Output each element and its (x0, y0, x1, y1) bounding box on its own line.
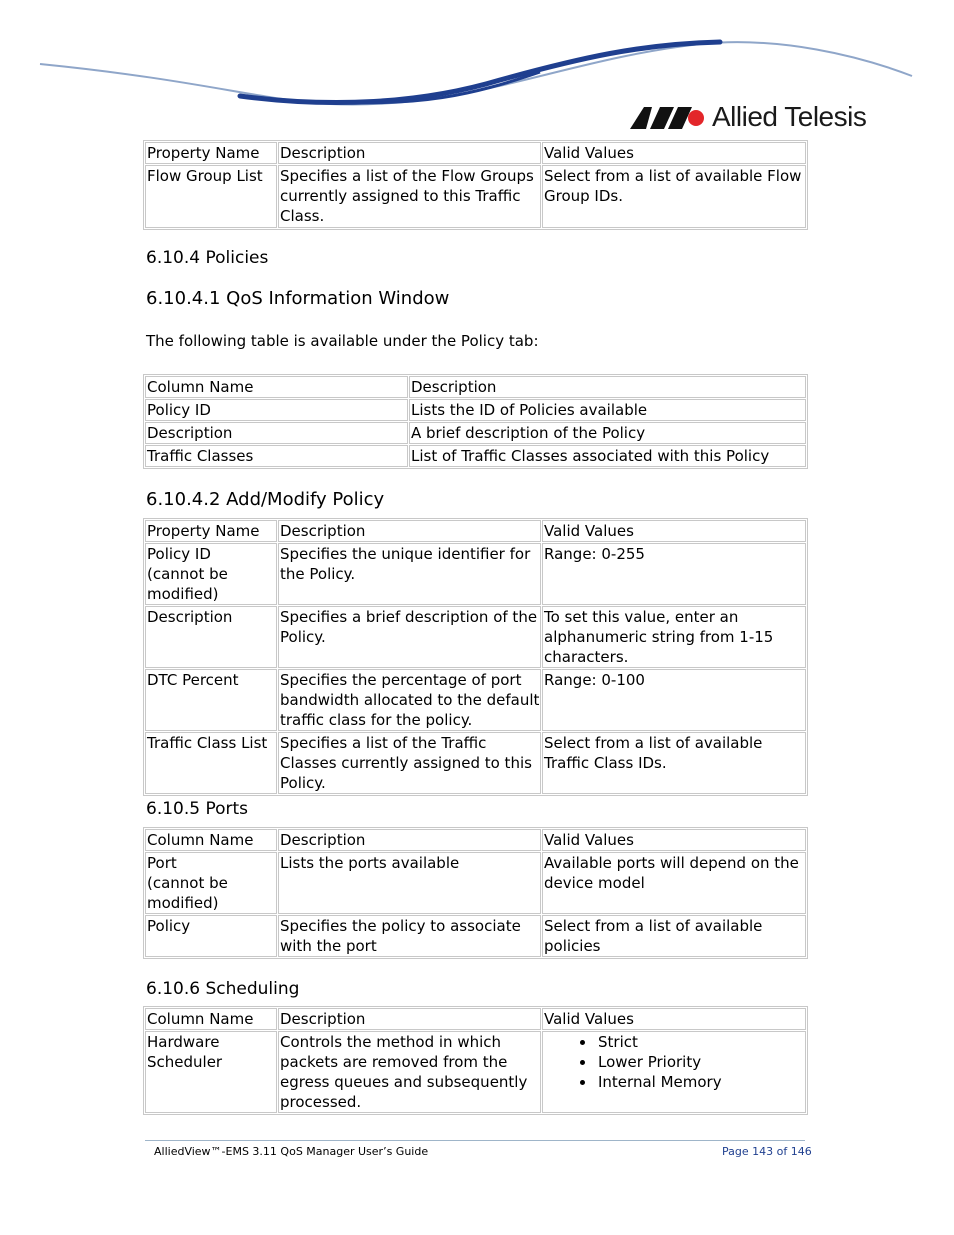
table-header-row (145, 376, 806, 398)
valid-values-list (544, 1032, 805, 1092)
footer-page-number: Page 143 of 146 (722, 1145, 812, 1158)
column-header: Valid Values (542, 142, 806, 164)
table-cell: Specifies the unique identifier for the Policy. (278, 543, 541, 605)
footer-divider (145, 1140, 805, 1141)
list-item: • Strict (596, 1032, 805, 1052)
table-cell: Specifies a list of the Flow Groups currently assigned to this Traffic Class. (278, 165, 541, 228)
column-header: Column Name (145, 829, 277, 851)
allied-telesis-logo (630, 100, 866, 134)
table-row (145, 422, 806, 444)
table-row (145, 669, 806, 731)
table-cell: DTC Percent (145, 669, 277, 731)
table-cell: List of Traffic Classes associated with this Policy (409, 445, 806, 467)
table-cell: Specifies the percentage of port bandwidth allocated to the default traffic class for the policy. (280, 671, 540, 729)
section-heading: 6.10.5 Ports (146, 799, 249, 819)
column-header: Column Name (145, 1008, 277, 1030)
column-header: Description (409, 376, 806, 398)
table-cell: Controls the method in which packets are removed from the egress queues and subsequently processed. (278, 1031, 541, 1113)
table-cell: Policy (145, 915, 277, 957)
table-cell: Range: 0-255 (542, 543, 806, 605)
table-row (145, 543, 806, 605)
section-heading: 6.10.4.2 Add/Modify Policy (146, 489, 385, 510)
column-header: Property Name (145, 142, 277, 164)
table-header-row (145, 1008, 806, 1030)
section-heading: 6.10.6 Scheduling (146, 979, 300, 999)
brand-name: Allied Telesis (712, 101, 867, 132)
table-cell: Lists the ID of Policies available (409, 399, 806, 421)
column-header: Valid Values (542, 1008, 806, 1030)
footer-guide-title: AlliedView™-EMS 3.11 QoS Manager User’s Guide (154, 1145, 429, 1158)
scheduling-table (143, 1006, 808, 1115)
column-header: Description (278, 520, 541, 542)
table-cell: Port (cannot be modified) (145, 852, 277, 914)
table-cell: Description (145, 422, 408, 444)
table-cell: Available ports will depend on the device model (542, 852, 806, 914)
table-cell: Description (145, 606, 277, 668)
flow-group-table (143, 140, 808, 230)
table-cell: Range: 0-100 (542, 669, 806, 731)
table-cell: Lists the ports available (278, 852, 541, 914)
column-header: Column Name (145, 376, 408, 398)
table-row (145, 915, 806, 957)
logo-mark-icon (630, 105, 706, 129)
column-header: Valid Values (542, 829, 806, 851)
column-header: Description (278, 142, 541, 164)
list-item: • Internal Memory (596, 1072, 805, 1092)
table-row (145, 732, 806, 794)
table-header-row (145, 520, 806, 542)
section-heading: 6.10.4.1 QoS Information Window (146, 288, 450, 309)
table-header-row (145, 142, 806, 164)
table-cell (542, 1031, 806, 1113)
table-cell: Specifies the policy to associate with the port (278, 915, 541, 957)
column-header: Description (278, 1008, 541, 1030)
table-cell: A brief description of the Policy (409, 422, 806, 444)
column-header: Description (278, 829, 541, 851)
column-header: Property Name (145, 520, 277, 542)
table-cell: Policy ID (cannot be modified) (145, 543, 277, 605)
column-header: Valid Values (542, 520, 806, 542)
table-cell: Traffic Class List (145, 732, 277, 794)
table-cell: Select from a list of available Traffic Class IDs. (542, 732, 806, 794)
intro-paragraph: The following table is available under the Policy tab: (146, 332, 539, 350)
ports-table (143, 827, 808, 959)
table-cell: Traffic Classes (145, 445, 408, 467)
table-row (145, 399, 806, 421)
table-row (145, 852, 806, 914)
policy-columns-table (143, 374, 808, 469)
table-cell: To set this value, enter an alphanumeric string from 1-15 characters. (542, 606, 806, 668)
table-cell: Specifies a list of the Traffic Classes currently assigned to this Policy. (278, 732, 541, 794)
section-heading: 6.10.4 Policies (146, 248, 269, 268)
table-cell: Policy ID (145, 399, 408, 421)
table-row (145, 606, 806, 668)
add-modify-policy-table (143, 518, 808, 796)
list-item: • Lower Priority (596, 1052, 805, 1072)
table-header-row (145, 829, 806, 851)
table-cell: Select from a list of available Flow Group IDs. (542, 165, 806, 228)
table-cell: Specifies a brief description of the Policy. (278, 606, 541, 668)
table-row (145, 165, 806, 228)
table-cell: Select from a list of available policies (542, 915, 806, 957)
table-cell: Hardware Scheduler (145, 1031, 277, 1113)
table-row (145, 1031, 806, 1113)
table-cell: Flow Group List (145, 165, 277, 228)
table-row (145, 445, 806, 467)
